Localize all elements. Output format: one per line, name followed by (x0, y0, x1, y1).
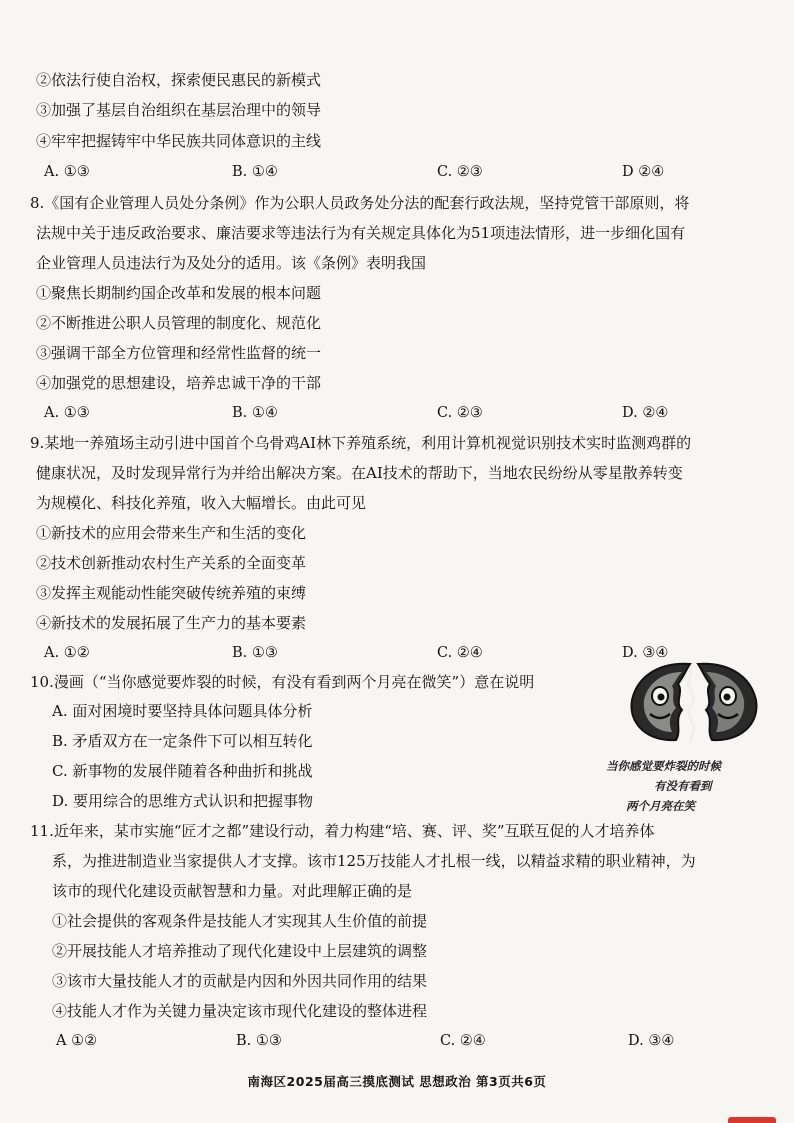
q11-item-3: ③该市大量技能人才的贡献是内因和外因共同作用的结果 (52, 972, 428, 990)
q9-item-3: ③发挥主观能动性能突破传统养殖的束缚 (36, 584, 307, 602)
cartoon-caption-line-1: 当你感觉要炸裂的时候 (606, 759, 721, 773)
q8-option-d: D. ②④ (622, 405, 669, 421)
q11-stem-line-3: 该市的现代化建设贡献智慧和力量。对此理解正确的是 (52, 882, 413, 900)
q11-option-c: C. ②④ (440, 1033, 486, 1049)
two-moons-cartoon-image (604, 658, 782, 748)
page-footer: 南海区2025届高三摸底测试 思想政治 第3页共6页 (247, 1074, 547, 1089)
q8-stem-line-3: 企业管理人员违法行为及处分的适用。该《条例》表明我国 (36, 254, 427, 272)
q8-option-a: A. ①③ (44, 405, 90, 421)
q8-item-2: ②不断推进公职人员管理的制度化、规范化 (36, 314, 322, 332)
q9-stem-line-2: 健康状况，及时发现异常行为并给出解决方案。在AI技术的帮助下，当地农民纷纷从零星散养转变 (36, 464, 683, 482)
q9-option-a: A. ①② (44, 645, 90, 661)
q9-stem-line-3: 为规模化、科技化养殖，收入大幅增长。由此可见 (36, 494, 367, 512)
q10-choice-c: C. 新事物的发展伴随着各种曲折和挑战 (52, 762, 313, 780)
q11-stem-line-2: 系，为推进制造业当家提供人才支撑。该市125万技能人才扎根一线，以精益求精的职业精神，为 (52, 852, 696, 870)
q8-item-4: ④加强党的思想建设，培养忠诚干净的干部 (36, 374, 322, 392)
q11-option-d: D. ③④ (628, 1033, 675, 1049)
q10-cartoon (604, 658, 782, 818)
cartoon-caption-line-3: 两个月亮在笑 (626, 799, 695, 813)
q7-option-c: C. ②③ (437, 164, 483, 180)
cartoon-caption-line-2: 有没有看到 (654, 779, 712, 793)
q9-item-1: ①新技术的应用会带来生产和生活的变化 (36, 524, 307, 542)
q11-option-b: B. ①③ (236, 1033, 282, 1049)
q9-option-d: D. ③④ (622, 645, 669, 661)
q8-option-c: C. ②③ (437, 405, 483, 421)
q7-item-2: ②依法行使自治权，探索便民惠民的新模式 (36, 71, 322, 89)
q11-item-2: ②开展技能人才培养推动了现代化建设中上层建筑的调整 (52, 942, 428, 960)
q10-choice-b: B. 矛盾双方在一定条件下可以相互转化 (52, 732, 313, 750)
q11-stem-line-1: 11.近年来，某市实施“匠才之都”建设行动，着力构建“培、赛、评、奖”互联互促的人才培养体 (30, 822, 655, 840)
q8-item-1: ①聚焦长期制约国企改革和发展的根本问题 (36, 284, 322, 302)
q7-option-d: D ②④ (622, 164, 665, 180)
q7-option-b: B. ①④ (232, 164, 278, 180)
q8-stem-line-1: 8.《国有企业管理人员处分条例》作为公职人员政务处分法的配套行政法规，坚持党管干部原则，将 (30, 194, 690, 212)
q9-item-4: ④新技术的发展拓展了生产力的基本要素 (36, 614, 307, 632)
q11-option-a: A ①② (56, 1033, 98, 1049)
q9-option-b: B. ①③ (232, 645, 278, 661)
q11-item-1: ①社会提供的客观条件是技能人才实现其人生价值的前提 (52, 912, 428, 930)
q10-choice-a: A. 面对困境时要坚持具体问题具体分析 (52, 702, 313, 720)
q9-stem-line-1: 9.某地一养殖场主动引进中国首个乌骨鸡AI林下养殖系统，利用计算机视觉识别技术实时监测鸡群的 (30, 434, 692, 452)
q8-option-b: B. ①④ (232, 405, 278, 421)
q7-option-a: A. ①③ (44, 164, 90, 180)
red-edge-mark (728, 1117, 776, 1123)
q8-item-3: ③强调干部全方位管理和经常性监督的统一 (36, 344, 322, 362)
q9-option-c: C. ②④ (437, 645, 483, 661)
q8-stem-line-2: 法规中关于违反政治要求、廉洁要求等违法行为有关规定具体化为51项违法情形，进一步细化国有 (36, 224, 686, 242)
q9-item-2: ②技术创新推动农村生产关系的全面变革 (36, 554, 307, 572)
q11-item-4: ④技能人才作为关键力量决定该市现代化建设的整体进程 (52, 1002, 428, 1020)
q7-item-4: ④牢牢把握铸牢中华民族共同体意识的主线 (36, 132, 322, 150)
q10-stem: 10.漫画（“当你感觉要炸裂的时候，有没有看到两个月亮在微笑”）意在说明 (30, 673, 535, 691)
q10-choice-d: D. 要用综合的思维方式认识和把握事物 (52, 792, 314, 810)
q7-item-3: ③加强了基层自治组织在基层治理中的领导 (36, 101, 322, 119)
